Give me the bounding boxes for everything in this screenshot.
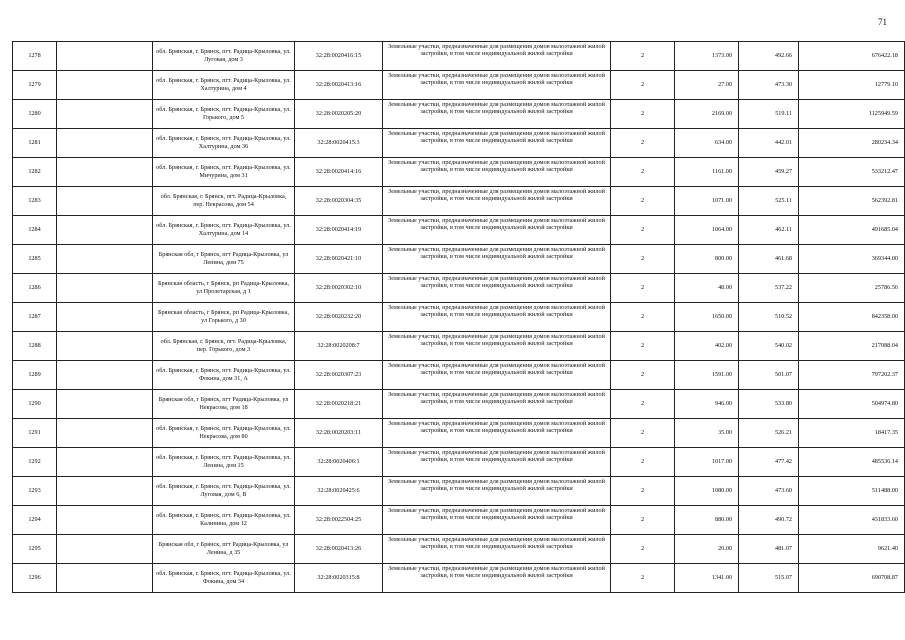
row-number-cell: 1278 (13, 42, 57, 71)
area-cell: 1341.00 (675, 564, 739, 593)
address-cell: обл. Брянская, г. Брянск, пгт. Радица-Крыловка, ул. Халтурина, дом 4 (153, 71, 295, 100)
group-cell: 2 (611, 303, 675, 332)
address-cell: обл. Брянская, г. Брянск, пгт. Радица-Крыловка, ул. Халтурина, дом 36 (153, 129, 295, 158)
blank-cell (57, 361, 153, 390)
cadastral-value-cell: 25786.56 (799, 274, 905, 303)
address-cell: Брянская обл, г Брянск, пгт Радица-Крыловка, ул Ленина, дом 75 (153, 245, 295, 274)
blank-cell (57, 245, 153, 274)
group-cell: 2 (611, 158, 675, 187)
area-cell: 48.00 (675, 274, 739, 303)
area-cell: 946.00 (675, 390, 739, 419)
cadastral-number-cell: 32:28:0022504:25 (295, 506, 383, 535)
blank-cell (57, 100, 153, 129)
table-row (13, 158, 905, 187)
cadastral-value-cell: 431833.60 (799, 506, 905, 535)
cadastral-number-cell: 32:28:0020406:1 (295, 448, 383, 477)
address-cell: обл. Брянская, г. Брянск, пгт. Радица-Крыловка, ул. Горького, дом 5 (153, 100, 295, 129)
cadastral-value-cell: 369344.00 (799, 245, 905, 274)
group-cell: 2 (611, 361, 675, 390)
row-number-cell: 1289 (13, 361, 57, 390)
area-cell: 2169.00 (675, 100, 739, 129)
group-cell: 2 (611, 564, 675, 593)
specific-value-cell: 537.22 (739, 274, 799, 303)
group-cell: 2 (611, 71, 675, 100)
group-cell: 2 (611, 216, 675, 245)
table-row (13, 448, 905, 477)
cadastral-value-cell: 676422.18 (799, 42, 905, 71)
table-row (13, 390, 905, 419)
row-number-cell: 1286 (13, 274, 57, 303)
row-number-cell: 1287 (13, 303, 57, 332)
address-cell: обл. Брянская, г. Брянск, пгт. Радица-Крыловка, ул. Халтурина, дом 14 (153, 216, 295, 245)
address-cell: обл. Брянская, г. Брянск, пгт. Радица-Крыловка, ул. Луговая, дом 3 (153, 42, 295, 71)
table-row (13, 245, 905, 274)
area-cell: 1161.00 (675, 158, 739, 187)
address-cell: обл. Брянская, г. Брянск, пгт. Радица-Крыловка, пер. Некрасова, дом 54 (153, 187, 295, 216)
cadastral-number-cell: 32:28:0020302:10 (295, 274, 383, 303)
table-row (13, 42, 905, 71)
specific-value-cell: 490.72 (739, 506, 799, 535)
specific-value-cell: 473.30 (739, 71, 799, 100)
area-cell: 1591.00 (675, 361, 739, 390)
blank-cell (57, 535, 153, 564)
blank-cell (57, 448, 153, 477)
blank-cell (57, 332, 153, 361)
land-use-cell: Земельные участки, предназначенные для размещения домов малоэтажной жилой застройки, в том числе индивидуальной жилой застройки (383, 419, 611, 448)
specific-value-cell: 501.07 (739, 361, 799, 390)
land-use-cell: Земельные участки, предназначенные для размещения домов малоэтажной жилой застройки, в том числе индивидуальной жилой застройки (383, 42, 611, 71)
blank-cell (57, 71, 153, 100)
group-cell: 2 (611, 187, 675, 216)
blank-cell (57, 158, 153, 187)
table-row (13, 71, 905, 100)
cadastral-number-cell: 32:28:0020203:11 (295, 419, 383, 448)
specific-value-cell: 540.02 (739, 332, 799, 361)
blank-cell (57, 187, 153, 216)
cadastral-number-cell: 32:28:0020414:16 (295, 158, 383, 187)
land-use-cell: Земельные участки, предназначенные для размещения домов малоэтажной жилой застройки, в том числе индивидуальной жилой застройки (383, 216, 611, 245)
land-use-cell: Земельные участки, предназначенные для размещения домов малоэтажной жилой застройки, в том числе индивидуальной жилой застройки (383, 129, 611, 158)
cadastral-value-cell: 9621.40 (799, 535, 905, 564)
row-number-cell: 1294 (13, 506, 57, 535)
address-cell: Брянская область, г Брянск, рп Радица-Крыловка, ул Пролетарская, д 1 (153, 274, 295, 303)
group-cell: 2 (611, 506, 675, 535)
land-use-cell: Земельные участки, предназначенные для размещения домов малоэтажной жилой застройки, в том числе индивидуальной жилой застройки (383, 477, 611, 506)
area-cell: 20.00 (675, 535, 739, 564)
group-cell: 2 (611, 129, 675, 158)
address-cell: Брянская обл, г Брянск, пгт Радица-Крыловка, ул Ленина, д 35 (153, 535, 295, 564)
cadastral-value-cell: 511488.00 (799, 477, 905, 506)
row-number-cell: 1295 (13, 535, 57, 564)
specific-value-cell: 462.11 (739, 216, 799, 245)
table-row (13, 332, 905, 361)
specific-value-cell: 525.11 (739, 187, 799, 216)
cadastral-value-cell: 533212.47 (799, 158, 905, 187)
land-use-cell: Земельные участки, предназначенные для размещения домов малоэтажной жилой застройки, в том числе индивидуальной жилой застройки (383, 332, 611, 361)
table-row (13, 187, 905, 216)
area-cell: 1071.00 (675, 187, 739, 216)
row-number-cell: 1284 (13, 216, 57, 245)
address-cell: обл. Брянская, г. Брянск, пгт. Радица-Крыловка, ул. Некрасова, дом 80 (153, 419, 295, 448)
cadastral-value-cell: 12779.10 (799, 71, 905, 100)
cadastral-value-cell: 18417.35 (799, 419, 905, 448)
cadastral-number-cell: 32:28:0020315:8 (295, 564, 383, 593)
row-number-cell: 1280 (13, 100, 57, 129)
row-number-cell: 1293 (13, 477, 57, 506)
row-number-cell: 1291 (13, 419, 57, 448)
land-use-cell: Земельные участки, предназначенные для размещения домов малоэтажной жилой застройки, в том числе индивидуальной жилой застройки (383, 361, 611, 390)
cadastral-number-cell: 32:28:0020413:26 (295, 535, 383, 564)
land-use-cell: Земельные участки, предназначенные для размещения домов малоэтажной жилой застройки, в том числе индивидуальной жилой застройки (383, 274, 611, 303)
blank-cell (57, 129, 153, 158)
group-cell: 2 (611, 448, 675, 477)
specific-value-cell: 473.60 (739, 477, 799, 506)
address-cell: обл. Брянская, г. Брянск, пгт. Радица-Крыловка, ул. Фокина, дом 31, А (153, 361, 295, 390)
address-cell: обл. Брянская, г. Брянск, пгт. Радица-Крыловка, ул. Калинина, дом 12 (153, 506, 295, 535)
blank-cell (57, 274, 153, 303)
area-cell: 1650.00 (675, 303, 739, 332)
land-use-cell: Земельные участки, предназначенные для размещения домов малоэтажной жилой застройки, в том числе индивидуальной жилой застройки (383, 564, 611, 593)
area-cell: 1373.00 (675, 42, 739, 71)
row-number-cell: 1279 (13, 71, 57, 100)
address-cell: обл. Брянская, г. Брянск, пгт. Радица-Крыловка, ул. Мичурина, дом 31 (153, 158, 295, 187)
blank-cell (57, 477, 153, 506)
land-use-cell: Земельные участки, предназначенные для размещения домов малоэтажной жилой застройки, в том числе индивидуальной жилой застройки (383, 158, 611, 187)
area-cell: 880.00 (675, 506, 739, 535)
blank-cell (57, 419, 153, 448)
land-use-cell: Земельные участки, предназначенные для размещения домов малоэтажной жилой застройки, в том числе индивидуальной жилой застройки (383, 506, 611, 535)
area-cell: 634.00 (675, 129, 739, 158)
cadastral-value-cell: 690708.87 (799, 564, 905, 593)
land-use-cell: Земельные участки, предназначенные для размещения домов малоэтажной жилой застройки, в том числе индивидуальной жилой застройки (383, 100, 611, 129)
specific-value-cell: 459.27 (739, 158, 799, 187)
table-row (13, 419, 905, 448)
cadastral-number-cell: 32:28:0020307:23 (295, 361, 383, 390)
row-number-cell: 1285 (13, 245, 57, 274)
cadastral-registry-table (12, 41, 905, 593)
cadastral-number-cell: 32:28:0020232:20 (295, 303, 383, 332)
cadastral-value-cell: 562392.81 (799, 187, 905, 216)
specific-value-cell: 442.01 (739, 129, 799, 158)
row-number-cell: 1281 (13, 129, 57, 158)
land-use-cell: Земельные участки, предназначенные для размещения домов малоэтажной жилой застройки, в том числе индивидуальной жилой застройки (383, 71, 611, 100)
table-row (13, 477, 905, 506)
table-row (13, 506, 905, 535)
address-cell: обл. Брянская, г. Брянск, пгт. Радица-Крыловка, ул. Ленина, дом 15 (153, 448, 295, 477)
specific-value-cell: 481.07 (739, 535, 799, 564)
blank-cell (57, 564, 153, 593)
land-use-cell: Земельные участки, предназначенные для размещения домов малоэтажной жилой застройки, в том числе индивидуальной жилой застройки (383, 390, 611, 419)
cadastral-number-cell: 32:28:0020304:35 (295, 187, 383, 216)
cadastral-number-cell: 32:28:0020413:16 (295, 71, 383, 100)
cadastral-value-cell: 485536.14 (799, 448, 905, 477)
cadastral-value-cell: 491685.04 (799, 216, 905, 245)
address-cell: обл. Брянская, г. Брянск, пгт. Радица-Крыловка, пер. Горького, дом 3 (153, 332, 295, 361)
row-number-cell: 1292 (13, 448, 57, 477)
cadastral-number-cell: 32:28:0020421:10 (295, 245, 383, 274)
address-cell: обл. Брянская, г. Брянск, пгт. Радица-Крыловка, ул. Фокина, дом 34 (153, 564, 295, 593)
row-number-cell: 1283 (13, 187, 57, 216)
land-use-cell: Земельные участки, предназначенные для размещения домов малоэтажной жилой застройки, в том числе индивидуальной жилой застройки (383, 245, 611, 274)
group-cell: 2 (611, 535, 675, 564)
area-cell: 1080.00 (675, 477, 739, 506)
land-use-cell: Земельные участки, предназначенные для размещения домов малоэтажной жилой застройки, в том числе индивидуальной жилой застройки (383, 303, 611, 332)
row-number-cell: 1288 (13, 332, 57, 361)
specific-value-cell: 515.07 (739, 564, 799, 593)
specific-value-cell: 510.52 (739, 303, 799, 332)
blank-cell (57, 42, 153, 71)
cadastral-value-cell: 280234.34 (799, 129, 905, 158)
cadastral-number-cell: 32:28:0020416:15 (295, 42, 383, 71)
area-cell: 35.00 (675, 419, 739, 448)
area-cell: 800.00 (675, 245, 739, 274)
address-cell: обл. Брянская, г. Брянск, пгт. Радица-Крыловка, ул. Луговая, дом 6, В (153, 477, 295, 506)
address-cell: Брянская область, г Брянск, рп Радица-Крыловка, ул Горького, д 30 (153, 303, 295, 332)
specific-value-cell: 519.11 (739, 100, 799, 129)
group-cell: 2 (611, 390, 675, 419)
group-cell: 2 (611, 245, 675, 274)
row-number-cell: 1282 (13, 158, 57, 187)
cadastral-number-cell: 32:28:0020425:6 (295, 477, 383, 506)
row-number-cell: 1296 (13, 564, 57, 593)
specific-value-cell: 477.42 (739, 448, 799, 477)
page-number: 71 (878, 17, 887, 27)
specific-value-cell: 492.66 (739, 42, 799, 71)
group-cell: 2 (611, 100, 675, 129)
cadastral-number-cell: 32:28:0020414:19 (295, 216, 383, 245)
specific-value-cell: 461.68 (739, 245, 799, 274)
group-cell: 2 (611, 477, 675, 506)
cadastral-value-cell: 842358.00 (799, 303, 905, 332)
cadastral-number-cell: 32:28:0020415:3 (295, 129, 383, 158)
cadastral-value-cell: 504974.80 (799, 390, 905, 419)
area-cell: 1064.00 (675, 216, 739, 245)
cadastral-value-cell: 1125949.59 (799, 100, 905, 129)
blank-cell (57, 303, 153, 332)
table-row (13, 535, 905, 564)
table-row (13, 216, 905, 245)
cadastral-value-cell: 217088.04 (799, 332, 905, 361)
table-row (13, 361, 905, 390)
table-row (13, 303, 905, 332)
cadastral-number-cell: 32:28:0020218:21 (295, 390, 383, 419)
land-use-cell: Земельные участки, предназначенные для размещения домов малоэтажной жилой застройки, в том числе индивидуальной жилой застройки (383, 448, 611, 477)
table-row (13, 100, 905, 129)
area-cell: 402.00 (675, 332, 739, 361)
group-cell: 2 (611, 42, 675, 71)
group-cell: 2 (611, 332, 675, 361)
address-cell: Брянская обл, г Брянск, пгт Радица-Крыловка, ул Некрасова, дом 18 (153, 390, 295, 419)
blank-cell (57, 506, 153, 535)
table-row (13, 129, 905, 158)
cadastral-value-cell: 797202.37 (799, 361, 905, 390)
cadastral-number-cell: 32:28:0020208:7 (295, 332, 383, 361)
area-cell: 1017.00 (675, 448, 739, 477)
area-cell: 27.00 (675, 71, 739, 100)
blank-cell (57, 216, 153, 245)
group-cell: 2 (611, 274, 675, 303)
row-number-cell: 1290 (13, 390, 57, 419)
table-row (13, 274, 905, 303)
specific-value-cell: 526.21 (739, 419, 799, 448)
specific-value-cell: 533.80 (739, 390, 799, 419)
table-row (13, 564, 905, 593)
cadastral-number-cell: 32:28:0020205:20 (295, 100, 383, 129)
group-cell: 2 (611, 419, 675, 448)
land-use-cell: Земельные участки, предназначенные для размещения домов малоэтажной жилой застройки, в том числе индивидуальной жилой застройки (383, 187, 611, 216)
land-use-cell: Земельные участки, предназначенные для размещения домов малоэтажной жилой застройки, в том числе индивидуальной жилой застройки (383, 535, 611, 564)
blank-cell (57, 390, 153, 419)
